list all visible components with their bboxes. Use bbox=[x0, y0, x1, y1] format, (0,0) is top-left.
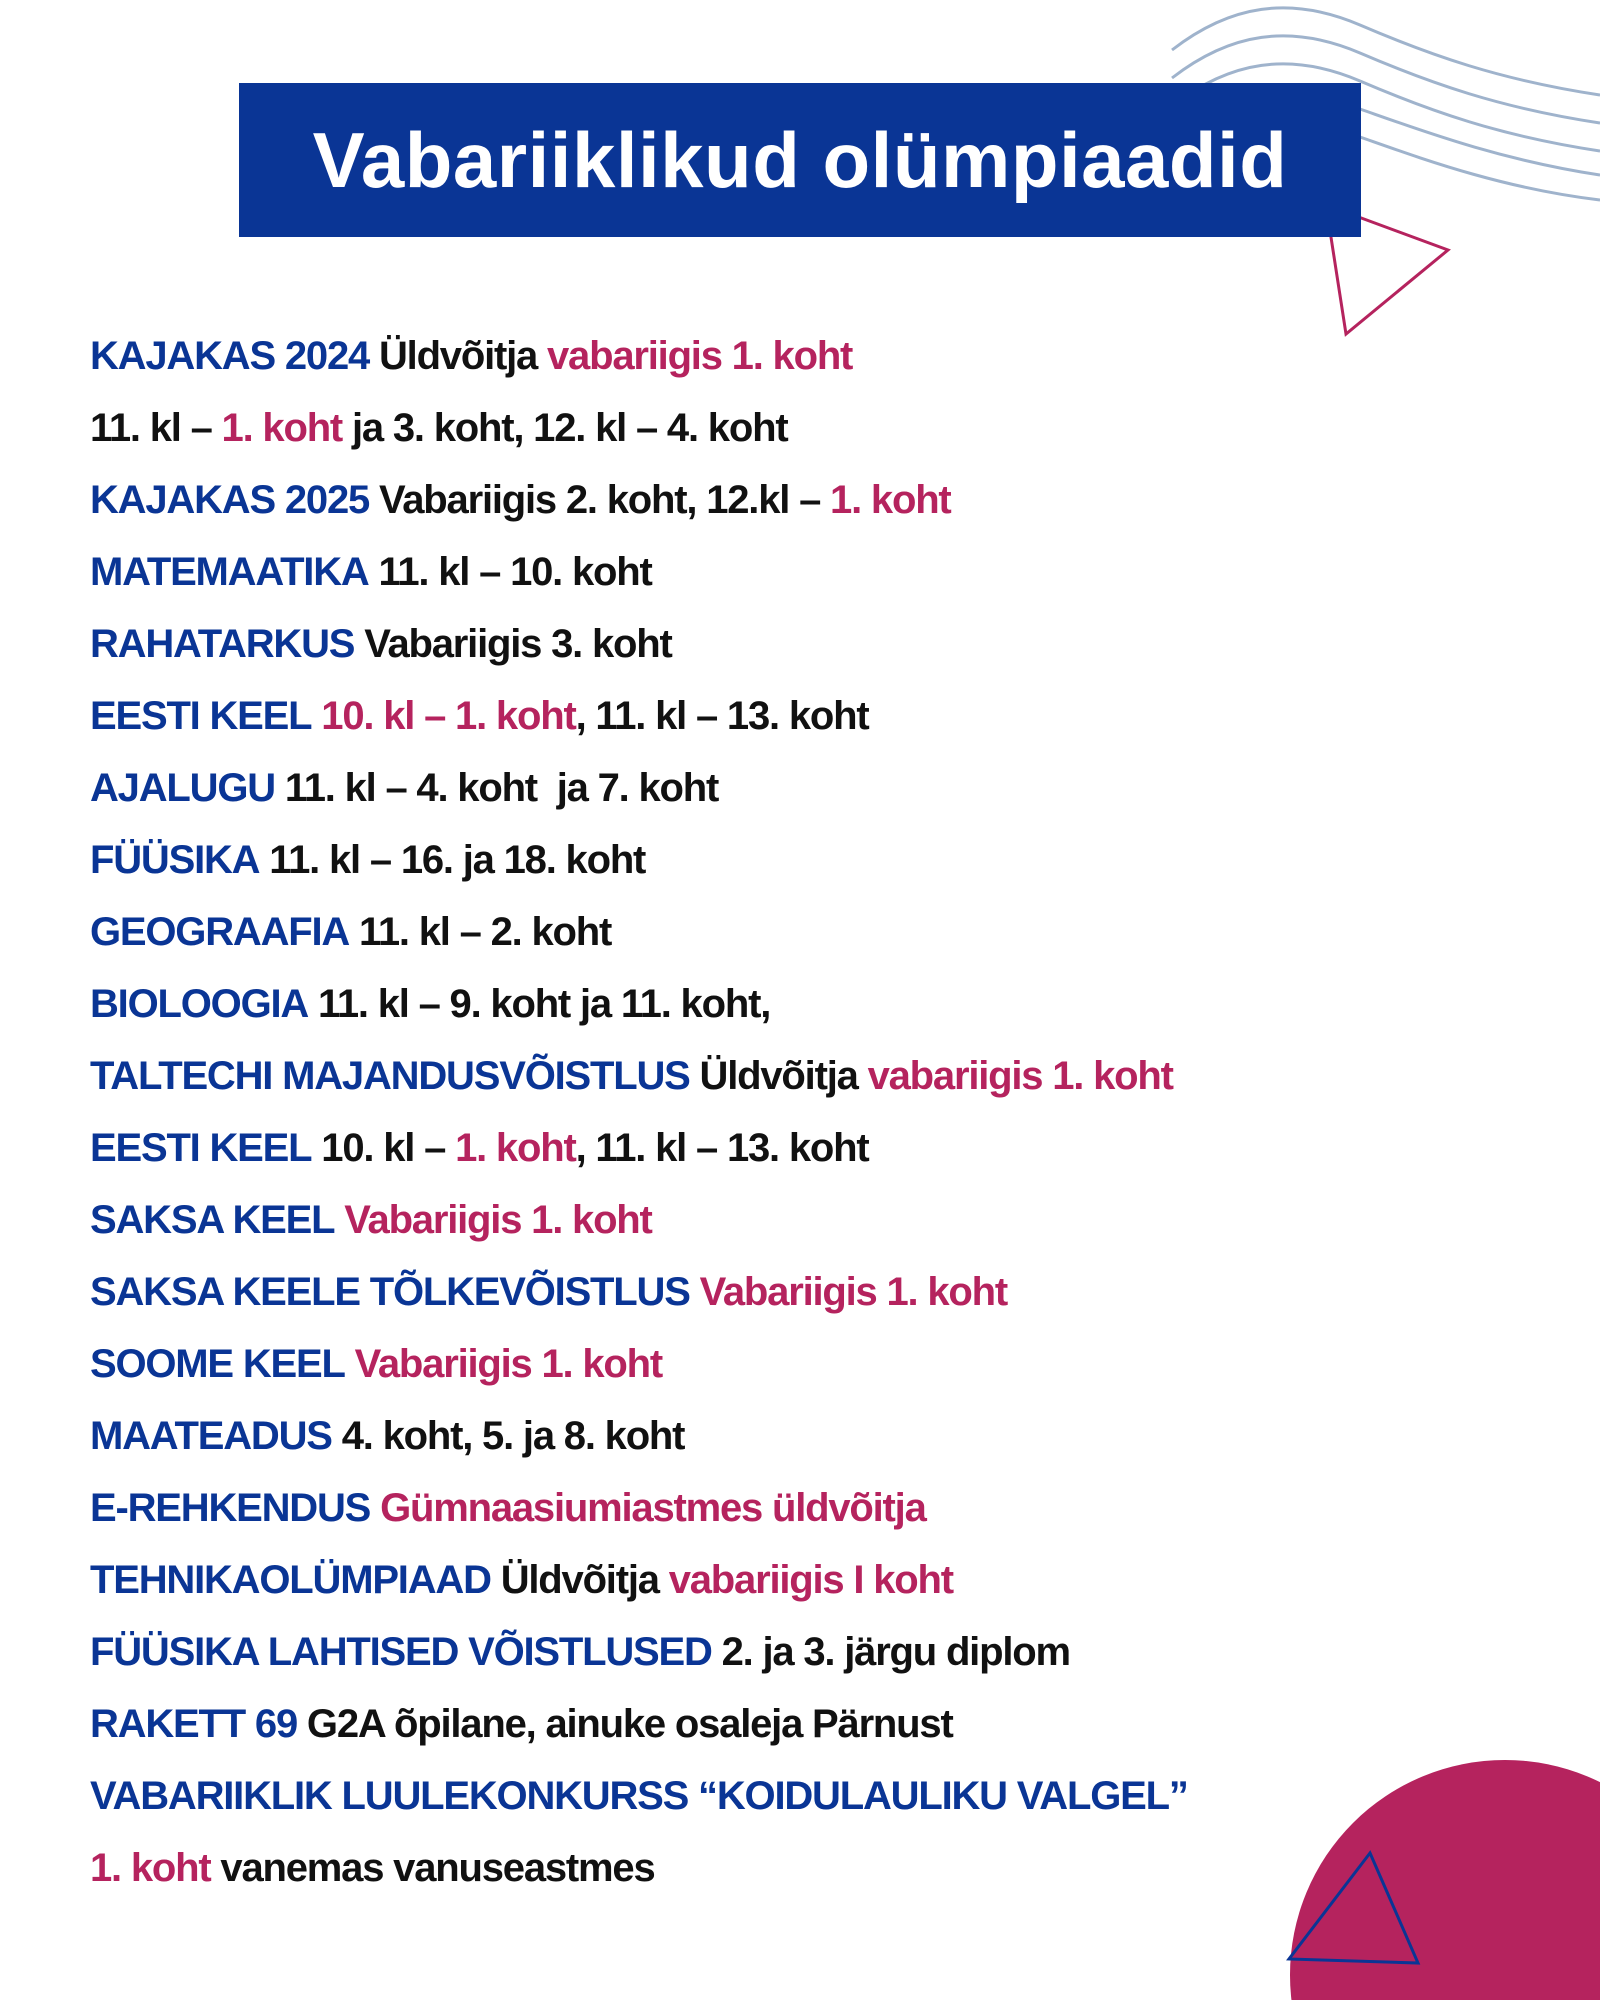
olympiad-name: GEOGRAAFIA bbox=[90, 909, 350, 954]
title-banner bbox=[239, 83, 1361, 237]
page-title: Vabariiklikud olümpiaadid bbox=[312, 115, 1288, 204]
olympiad-name: BIOLOOGIA bbox=[90, 981, 309, 1026]
result-line bbox=[90, 824, 1510, 896]
result-line bbox=[90, 1688, 1510, 1760]
result-line bbox=[90, 464, 1510, 536]
result-line bbox=[90, 680, 1510, 752]
result-text: 2. ja 3. järgu diplom bbox=[711, 1629, 1070, 1674]
highlight-text: Gümnaasiumiastmes üldvõitja bbox=[370, 1485, 926, 1530]
result-text: 11. kl – 9. koht ja 11. koht, bbox=[308, 981, 771, 1026]
olympiad-name: RAKETT 69 bbox=[90, 1701, 298, 1746]
result-text: G2A õpilane, ainuke osaleja Pärnust bbox=[297, 1701, 953, 1746]
result-text: vanemas vanuseastmes bbox=[210, 1845, 655, 1890]
highlight-text: vabariigis 1. koht bbox=[547, 333, 853, 378]
olympiad-name: RAHATARKUS bbox=[90, 621, 355, 666]
result-line bbox=[90, 1832, 1510, 1904]
result-text: Vabariigis 3. koht bbox=[354, 621, 672, 666]
result-text: 11. kl – 2. koht bbox=[349, 909, 612, 954]
result-text: Üldvõitja bbox=[689, 1053, 868, 1098]
highlight-text: vabariigis 1. koht bbox=[867, 1053, 1173, 1098]
result-line bbox=[90, 1256, 1510, 1328]
result-line bbox=[90, 752, 1510, 824]
result-line bbox=[90, 1184, 1510, 1256]
highlight-text: 1. koht bbox=[455, 1125, 576, 1170]
olympiad-name: SAKSA KEELE TÕLKEVÕISTLUS bbox=[90, 1269, 690, 1314]
result-line bbox=[90, 1760, 1510, 1832]
olympiad-name: KAJAKAS 2025 bbox=[90, 477, 370, 522]
results-list bbox=[90, 320, 1510, 1904]
result-line bbox=[90, 392, 1510, 464]
olympiad-name: SOOME KEEL bbox=[90, 1341, 345, 1386]
olympiad-name: KAJAKAS 2024 bbox=[90, 333, 370, 378]
highlight-text: Vabariigis 1. koht bbox=[689, 1269, 1008, 1314]
olympiad-name: SAKSA KEEL bbox=[90, 1197, 335, 1242]
olympiad-name: EESTI KEEL bbox=[90, 1125, 312, 1170]
result-text: 11. kl – 16. ja 18. koht bbox=[259, 837, 646, 882]
result-text: Vabariigis 2. koht, 12.kl – bbox=[369, 477, 831, 522]
olympiad-name: TEHNIKAOLÜMPIAAD bbox=[90, 1557, 491, 1602]
result-text: 4. koht, 5. ja 8. koht bbox=[331, 1413, 685, 1458]
result-line bbox=[90, 968, 1510, 1040]
highlight-text: 10. kl – 1. koht bbox=[311, 693, 576, 738]
result-line bbox=[90, 608, 1510, 680]
olympiad-name: TALTECHI MAJANDUSVÕISTLUS bbox=[90, 1053, 690, 1098]
olympiad-name: EESTI KEEL bbox=[90, 693, 312, 738]
result-line bbox=[90, 1328, 1510, 1400]
result-line bbox=[90, 1616, 1510, 1688]
result-line bbox=[90, 1544, 1510, 1616]
result-line bbox=[90, 320, 1510, 392]
result-text: , 11. kl – 13. koht bbox=[575, 693, 869, 738]
result-line bbox=[90, 1112, 1510, 1184]
result-line bbox=[90, 896, 1510, 968]
result-text: 11. kl – 10. koht bbox=[368, 549, 652, 594]
result-text: Üldvõitja bbox=[369, 333, 547, 378]
result-line bbox=[90, 1400, 1510, 1472]
olympiad-name: FÜÜSIKA bbox=[90, 837, 260, 882]
highlight-text: 1. koht bbox=[221, 405, 343, 450]
olympiad-name: FÜÜSIKA LAHTISED VÕISTLUSED bbox=[90, 1629, 712, 1674]
olympiad-name: AJALUGU bbox=[90, 765, 275, 810]
result-line bbox=[90, 536, 1510, 608]
result-line bbox=[90, 1472, 1510, 1544]
olympiad-name: MAATEADUS bbox=[90, 1413, 332, 1458]
highlight-text: Vabariigis 1. koht bbox=[334, 1197, 652, 1242]
highlight-text: 1. koht bbox=[90, 1845, 211, 1890]
result-text: 10. kl – bbox=[311, 1125, 456, 1170]
result-text: ja 3. koht, 12. kl – 4. koht bbox=[342, 405, 788, 450]
result-line bbox=[90, 1040, 1510, 1112]
highlight-text: vabariigis I koht bbox=[668, 1557, 953, 1602]
result-text: Üldvõitja bbox=[490, 1557, 669, 1602]
olympiad-name: E-REHKENDUS bbox=[90, 1485, 371, 1530]
result-text: 11. kl – 4. koht ja 7. koht bbox=[274, 765, 719, 810]
highlight-text: Vabariigis 1. koht bbox=[344, 1341, 663, 1386]
result-text: , 11. kl – 13. koht bbox=[575, 1125, 869, 1170]
highlight-text: 1. koht bbox=[830, 477, 951, 522]
olympiad-name: MATEMAATIKA bbox=[90, 549, 369, 594]
olympiad-name: VABARIIKLIK LUULEKONKURSS “KOIDULAULIKU VALGEL” bbox=[90, 1773, 1188, 1818]
result-text: 11. kl – bbox=[90, 405, 222, 450]
